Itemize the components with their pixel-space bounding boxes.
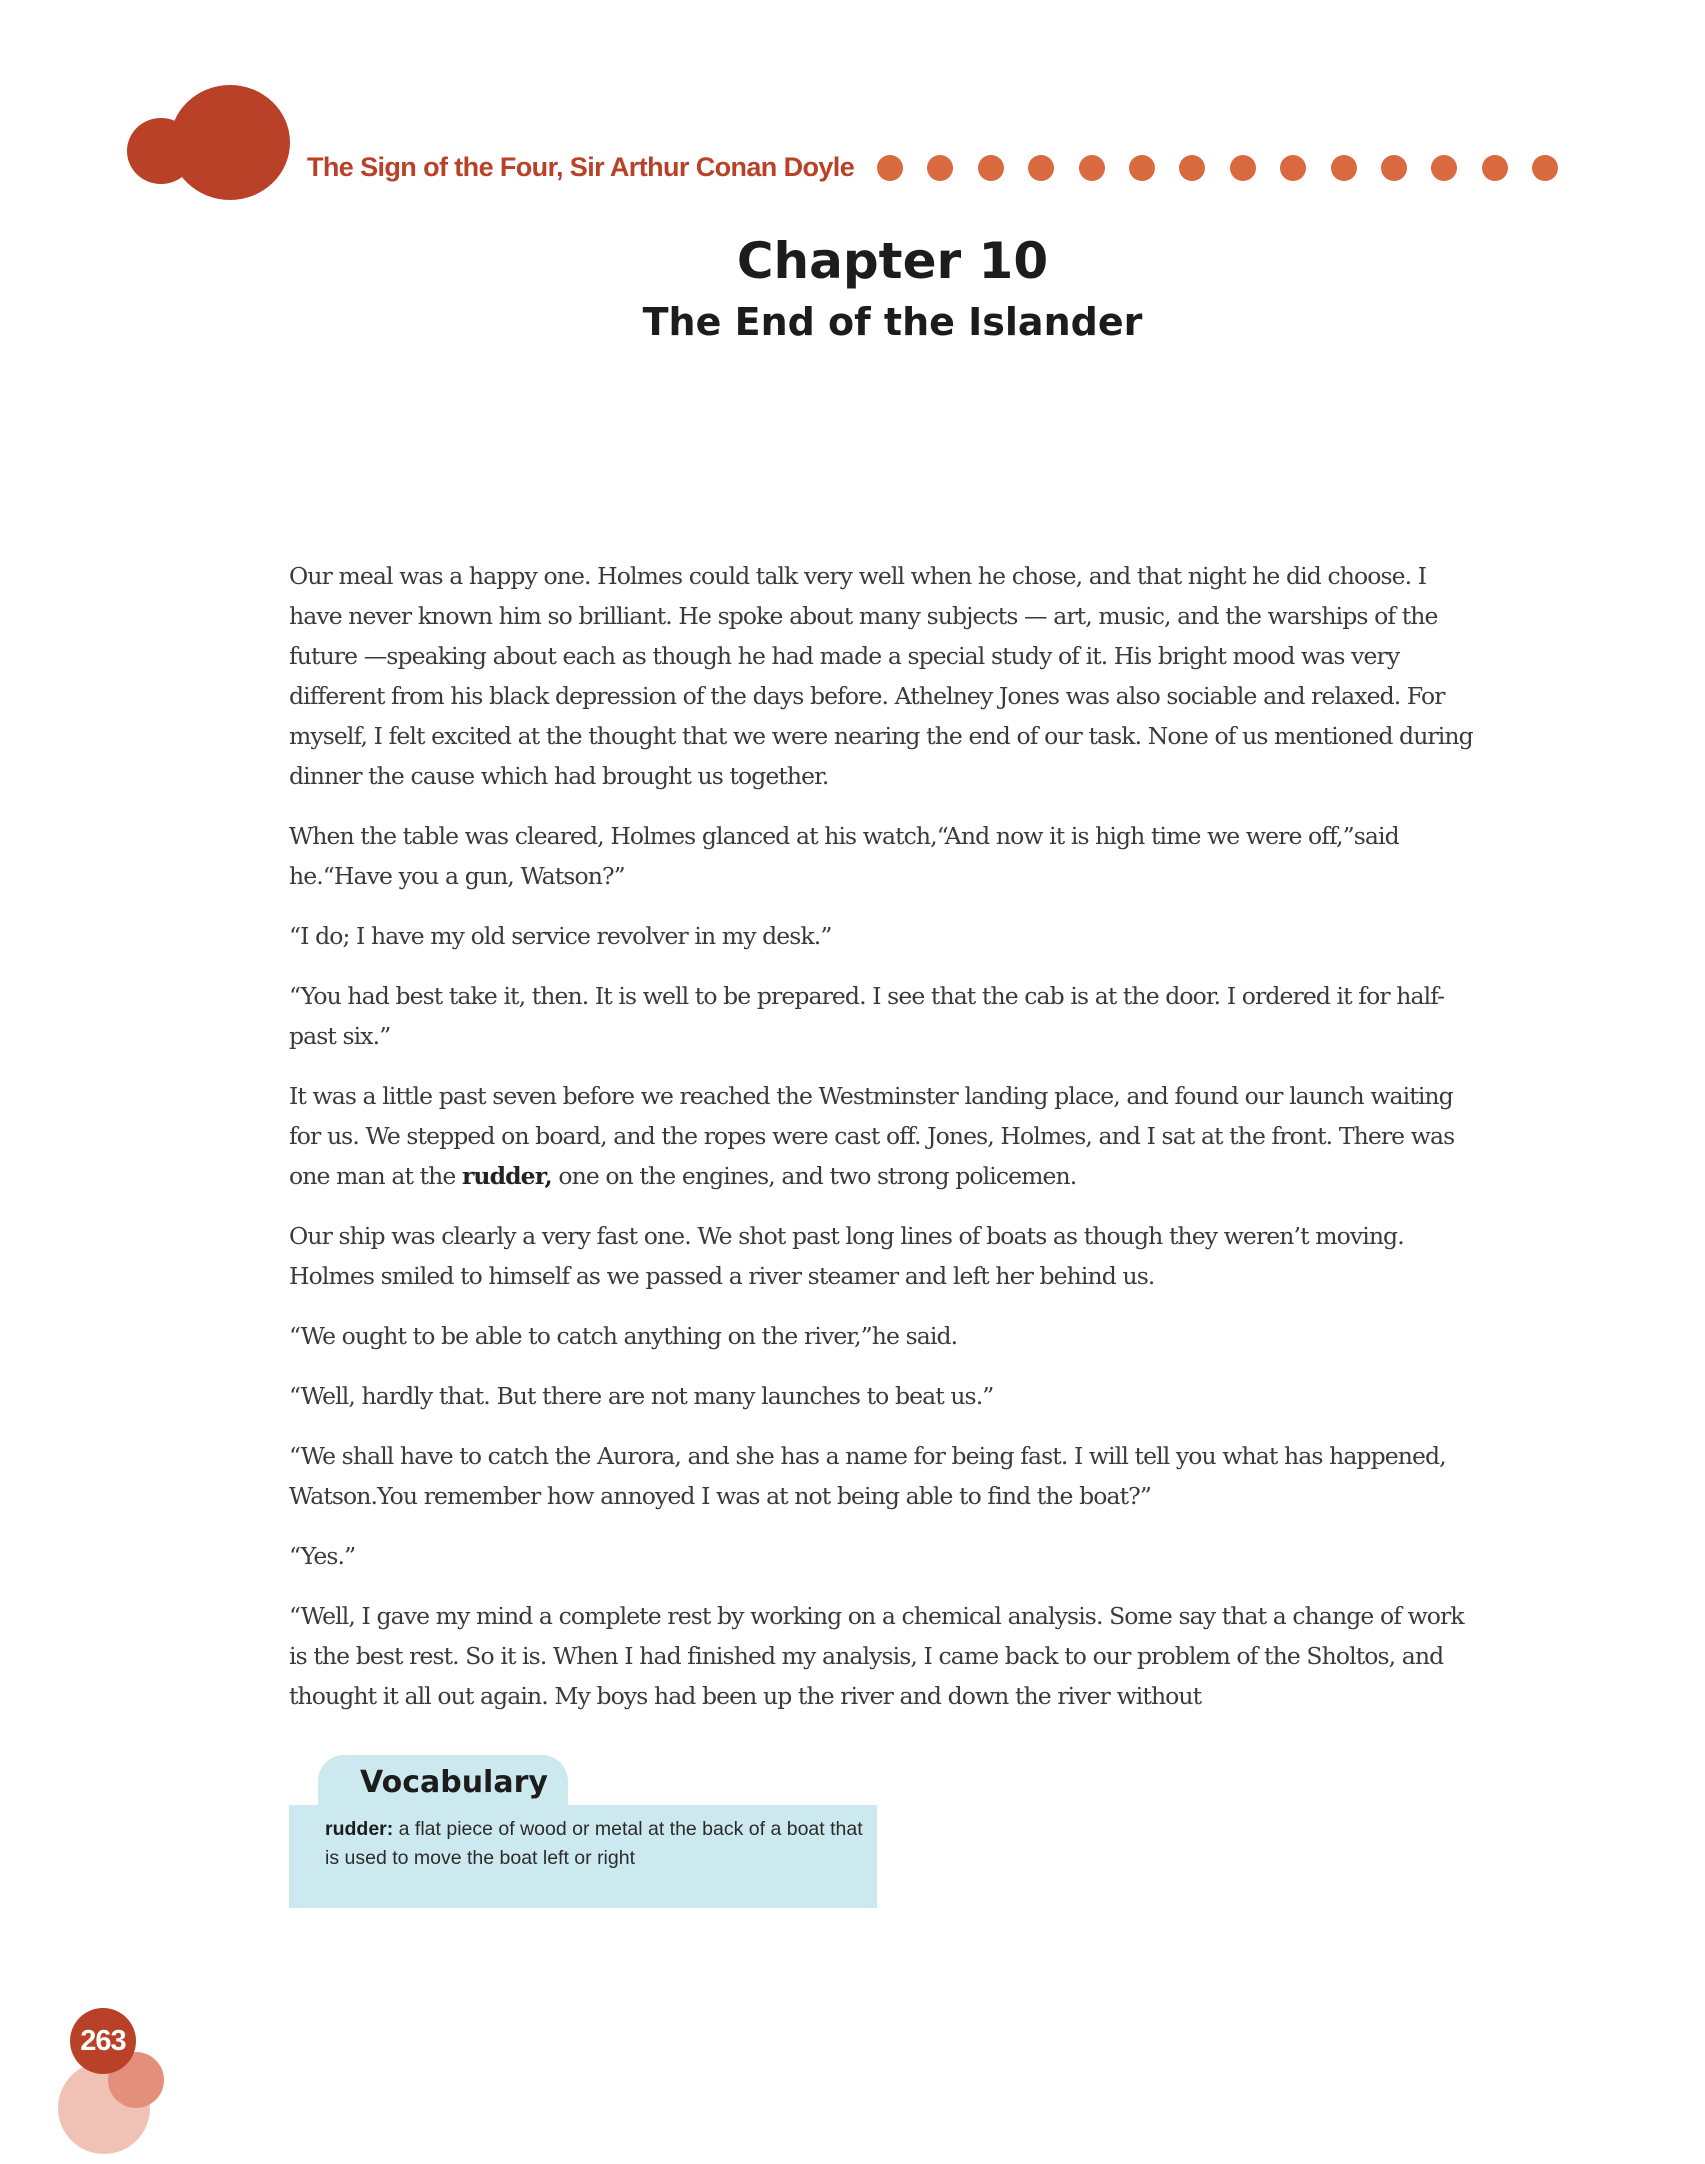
header-dot [1482,155,1508,181]
paragraph-7: “We ought to be able to catch anything on the river,”he said. [289,1322,958,1350]
paragraph-2: When the table was cleared, Holmes glanced at his watch,“And now it is high time we were off,”said he.“Have you a gun, Watson?” [289,822,1399,890]
header-dot [1280,155,1306,181]
body-text [289,556,1479,1736]
vocab-word-rudder: rudder, [461,1162,552,1190]
running-head: The Sign of the Four, Sir Arthur Conan Doyle [307,152,855,182]
paragraph-1: Our meal was a happy one. Holmes could talk very well when he chose, and that night he did choose. I have never known him so brilliant. He spoke about many subjects — art, music, and the warships of the future —speaking about each as though he had made a special study of it. His bright mood was very different from his black depression of the days before. Athelney Jones was also sociable and relaxed. For myself, I felt excited at the thought that we were nearing the end of our task. None of us mentioned during dinner the cause which had brought us together. [289,562,1473,790]
header-dot-row [877,155,1559,183]
chapter-title: The End of the Islander [642,300,1143,344]
header-dot [1230,155,1256,181]
header-dot [978,155,1004,181]
header-dot [1129,155,1155,181]
page-number: 263 [80,2025,126,2057]
paragraph-4: “You had best take it, then. It is well to be prepared. I see that the cab is at the door. I ordered it for half-past six.” [289,982,1445,1050]
paragraph-11: “Well, I gave my mind a complete rest by working on a chemical analysis. Some say that a change of work is the best rest. So it is. When I had finished my analysis, I came back to our problem of the Sholtos, and thought it all out again. My boys had been up the river and down the river without [289,1602,1464,1710]
paragraph-6: Our ship was clearly a very fast one. We shot past long lines of boats as though they weren’t moving. Holmes smiled to himself as we passed a river steamer and left her behind us. [289,1222,1404,1290]
header-dot [1079,155,1105,181]
header-dot [1431,155,1457,181]
paragraph-8: “Well, hardly that. But there are not many launches to beat us.” [289,1382,994,1410]
header-dot [927,155,953,181]
vocabulary-definition: a flat piece of wood or metal at the back of a boat that is used to move the boat left or right [325,1818,863,1869]
header-dot [1381,155,1407,181]
vocabulary-entry [325,1815,865,1873]
vocabulary-term: rudder: [325,1818,394,1840]
paragraph-3: “I do; I have my old service revolver in my desk.” [289,922,832,950]
paragraph-10: “Yes.” [289,1542,356,1570]
paragraph-9: “We shall have to catch the Aurora, and she has a name for being fast. I will tell you what has happened, Watson.You remember how annoyed I was at not being able to find the boat?” [289,1442,1446,1510]
paragraph-5 [289,1076,1479,1196]
header-dot [877,155,903,181]
header-dot [1179,155,1205,181]
header-decoration-small-circle [127,118,195,184]
vocabulary-heading: Vocabulary [360,1765,548,1800]
header-dot [1331,155,1357,181]
paragraph-5-text-after: one on the engines, and two strong policemen. [551,1162,1077,1190]
header-dot [1532,155,1558,181]
paragraph-5-text-before: It was a little past seven before we reached the Westminster landing place, and found our launch waiting for us. We stepped on board, and the ropes were cast off. Jones, Holmes, and I sat at the front. There was one man at the [289,1082,1455,1190]
header-dot [1028,155,1054,181]
chapter-number: Chapter 10 [736,232,1049,290]
